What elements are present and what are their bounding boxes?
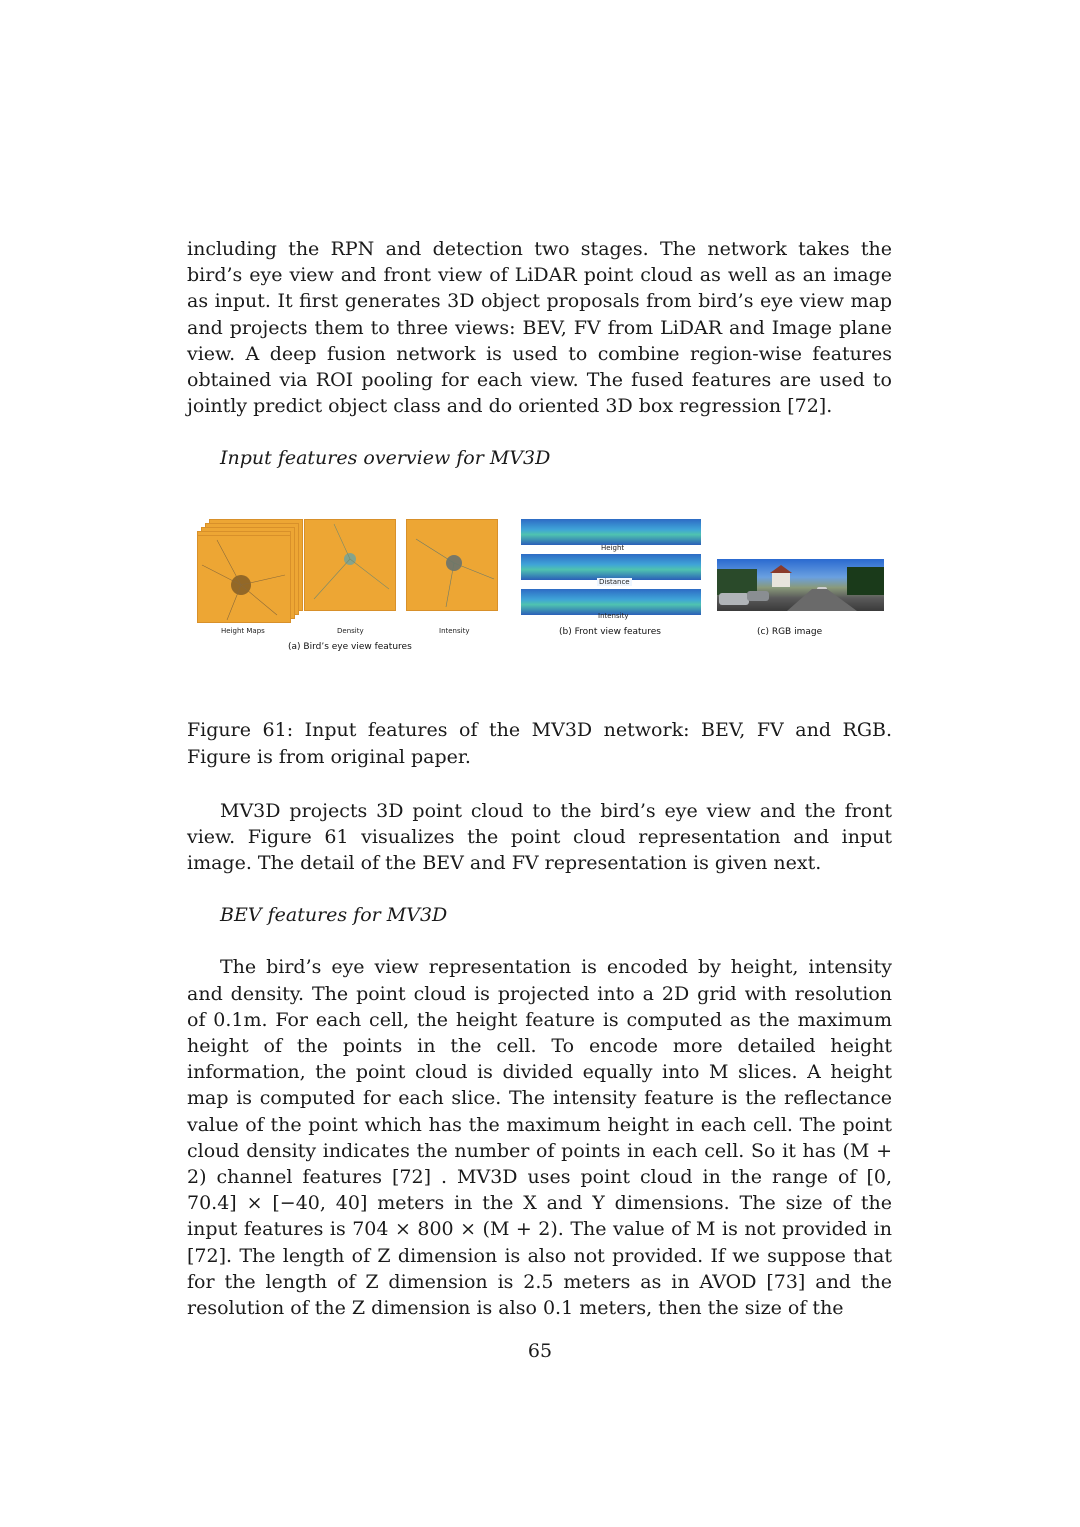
figure-caption: Figure 61: Input features of the MV3D network: BEV, FV and RGB. Figure is from original paper. xyxy=(187,719,892,768)
height-map-image xyxy=(197,535,291,623)
subcaption-b: (b) Front view features xyxy=(559,627,661,638)
paragraph-intro: including the RPN and detection two stages. The network takes the bird’s eye view and front view of LiDAR point cloud as well as an image as input. It first generates 3D object proposals from bird’s eye view map and projects them to three views: BEV, FV from LiDAR and Image plane view. A deep fusion network is used to combine region-wise features obtained via ROI pooling for each view. The fused features are used to jointly predict object class and do oriented 3D box regression [72]. xyxy=(187,238,892,418)
heading-bev-features: BEV features for MV3D xyxy=(220,904,448,927)
paragraph-bev-representation: The bird’s eye view representation is encoded by height, intensity and density. The point cloud is projected into a 2D grid with resolution of 0.1m. For each cell, the height feature is computed as the maximum height of the points in the cell. To encode more detailed height information, the point cloud is divided equally into M slices. A height map is computed for each slice. The intensity feature is the reflectance value of the point which has the maximum height in each cell. The point cloud density indicates the number of points in each cell. So it has (M + 2) channel features [72] . MV3D uses point cloud in the range of [0, 70.4] × [−40, 40] meters in the X and Y dimensions. The size of the input features is 704 × 800 × (M + 2). The value of M is not provided in [72]. The length of Z dimension is also not provided. If we suppose that for the length of Z dimension is 2.5 meters as in AVOD [73] and the resolution of the Z dimension is also 0.1 meters, then the size of the xyxy=(187,956,892,1320)
fv-height-image xyxy=(521,519,701,545)
label-intensity-fv: Intensity xyxy=(598,612,629,621)
subcaption-c: (c) RGB image xyxy=(757,627,823,638)
label-intensity-bev: Intensity xyxy=(439,627,470,636)
label-distance: Distance xyxy=(599,578,630,587)
figure-61 xyxy=(187,519,892,679)
heading-input-features: Input features overview for MV3D xyxy=(220,447,551,470)
paragraph-projection: MV3D projects 3D point cloud to the bird’s eye view and the front view. Figure 61 visualizes the point cloud representation and input image. The detail of the BEV and FV representation is given next. xyxy=(187,799,892,875)
subcaption-a: (a) Bird’s eye view features xyxy=(288,642,412,653)
page-body xyxy=(187,236,892,1321)
front-view-features xyxy=(521,519,701,619)
fv-distance-image xyxy=(521,554,701,580)
rgb-image xyxy=(717,559,884,611)
label-height-fv: Height xyxy=(601,544,625,553)
page-number: 65 xyxy=(527,1340,553,1362)
density-map-image xyxy=(304,519,396,611)
label-density: Density xyxy=(337,627,364,636)
label-height-maps: Height Maps xyxy=(221,627,265,636)
intensity-map-image xyxy=(406,519,498,611)
